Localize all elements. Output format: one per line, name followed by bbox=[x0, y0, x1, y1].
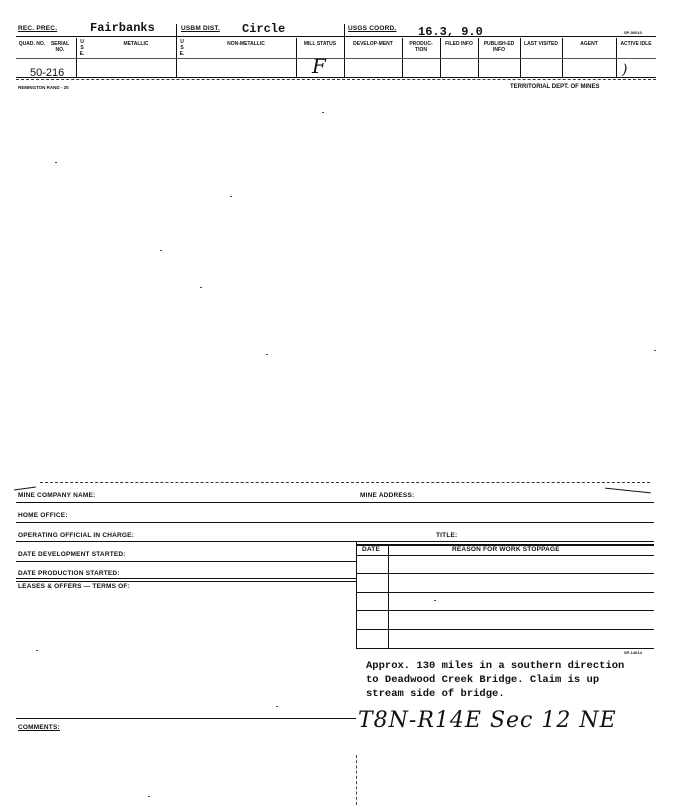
usgs-coord-label: USGS COORD. bbox=[348, 25, 397, 32]
printer-note: REMINGTON RAND - 20 bbox=[18, 85, 69, 90]
form-code: SP-90010 bbox=[624, 30, 642, 35]
leases-label: LEASES & OFFERS — TERMS OF: bbox=[18, 583, 130, 590]
col-published-info: PUBLISH-ED INFO bbox=[483, 41, 515, 53]
rule bbox=[356, 629, 654, 630]
speck bbox=[36, 650, 38, 651]
stroke bbox=[14, 486, 36, 490]
form-code-2: SP-14614 bbox=[624, 650, 642, 655]
col-use-2: U S E. bbox=[179, 39, 185, 57]
divider bbox=[356, 755, 357, 805]
dashed-rule bbox=[40, 482, 650, 483]
typed-note-line: to Deadwood Creek Bridge. Claim is up bbox=[366, 674, 600, 686]
rule bbox=[356, 648, 654, 649]
col-quad-no: QUAD. NO. bbox=[18, 41, 46, 47]
home-office-label: HOME OFFICE: bbox=[18, 512, 68, 519]
speck bbox=[55, 162, 57, 163]
rule bbox=[356, 592, 654, 593]
divider bbox=[344, 24, 345, 77]
col-mill-status: MILL STATUS bbox=[303, 41, 337, 47]
speck bbox=[276, 706, 278, 707]
title-label: TITLE: bbox=[436, 532, 458, 539]
speck bbox=[148, 796, 150, 797]
col-serial-no: SERIAL NO. bbox=[50, 41, 70, 53]
speck bbox=[230, 196, 232, 197]
usbm-dist-value: Circle bbox=[242, 22, 286, 36]
serial-value: 50-216 bbox=[30, 67, 65, 79]
dept-note: TERRITORIAL DEPT. OF MINES bbox=[510, 84, 600, 90]
rec-prec-label: REC. PREC. bbox=[18, 25, 58, 32]
col-production: PRODUC-TION bbox=[409, 41, 433, 53]
header-card bbox=[16, 21, 656, 82]
rule bbox=[16, 522, 654, 523]
col-agent: AGENT bbox=[580, 41, 598, 47]
rule bbox=[356, 555, 654, 556]
reason-col-header: REASON FOR WORK STOPPAGE bbox=[452, 546, 560, 553]
speck bbox=[200, 287, 202, 288]
usbm-dist-label: USBM DIST. bbox=[181, 25, 220, 32]
header-rule-mid bbox=[16, 58, 656, 59]
handwritten-location: T8N-R14E Sec 12 NE bbox=[358, 708, 617, 733]
operating-official-label: OPERATING OFFICIAL IN CHARGE: bbox=[18, 532, 135, 539]
active-mark: ) bbox=[622, 62, 628, 78]
col-active-idle: ACTIVE IDLE bbox=[620, 41, 652, 47]
date-dev-started-label: DATE DEVELOPMENT STARTED: bbox=[18, 551, 126, 558]
col-use-1: U S E. bbox=[79, 39, 85, 57]
rule bbox=[356, 610, 654, 611]
divider bbox=[176, 24, 177, 77]
header-rule-bottom bbox=[16, 77, 656, 78]
typed-note bbox=[366, 659, 624, 701]
col-non-metallic: NON-METALLIC bbox=[227, 41, 265, 47]
status-mark: F bbox=[312, 54, 326, 78]
mine-company-name-label: MINE COMPANY NAME: bbox=[18, 492, 96, 499]
rule bbox=[16, 541, 654, 542]
col-filed-info: FILED INFO bbox=[445, 41, 473, 47]
divider bbox=[388, 544, 389, 649]
rule bbox=[356, 573, 654, 574]
header-rule-top bbox=[16, 36, 656, 37]
divider bbox=[356, 541, 357, 649]
speck bbox=[266, 354, 268, 355]
speck bbox=[654, 350, 656, 351]
comments-label: COMMENTS: bbox=[18, 724, 60, 731]
date-prod-started-label: DATE PRODUCTION STARTED: bbox=[18, 570, 120, 577]
rule bbox=[16, 718, 356, 719]
speck bbox=[160, 250, 162, 251]
speck bbox=[434, 600, 436, 601]
typed-note-line: stream side of bridge. bbox=[366, 688, 505, 700]
col-metallic: METALLIC bbox=[123, 41, 149, 47]
dashed-rule bbox=[16, 79, 656, 80]
rec-prec-value: Fairbanks bbox=[90, 21, 155, 35]
col-last-visited: LAST VISITED bbox=[524, 41, 558, 47]
rule bbox=[16, 561, 356, 562]
rule bbox=[16, 502, 654, 503]
usgs-coord-value: 16.3, 9.0 bbox=[418, 25, 483, 39]
rule bbox=[16, 581, 356, 582]
col-development: DEVELOP-MENT bbox=[353, 41, 393, 47]
date-col-header: DATE bbox=[362, 546, 381, 553]
mine-address-label: MINE ADDRESS: bbox=[360, 492, 415, 499]
stroke bbox=[605, 488, 651, 494]
typed-note-line: Approx. 130 miles in a southern direction bbox=[366, 660, 625, 672]
speck bbox=[322, 112, 324, 113]
rule bbox=[16, 578, 356, 579]
